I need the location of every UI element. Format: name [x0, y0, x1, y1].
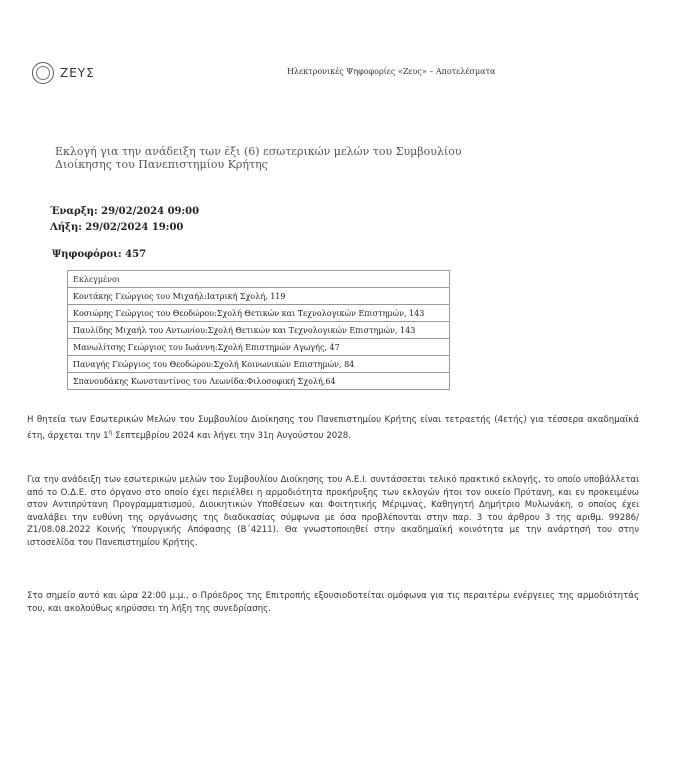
table-cell: Μανωλίτσης Γεώργιος του Ιωάννη:Σχολή Επιστημών Αγωγής, 47	[68, 339, 450, 356]
university-seal-icon	[32, 62, 54, 84]
table-cell: Κοσιώρης Γεώργιος του Θεοδώρου:Σχολή Θετικών και Τεχνολογικών Επιστημών, 143	[68, 305, 450, 322]
end-time: Λήξη: 29/02/2024 19:00	[50, 222, 184, 233]
table-cell: Παναγής Γεώργιος του Θεοδώρου:Σχολή Κοινωνικών Επιστημών, 84	[68, 356, 450, 373]
voters-count: Ψηφοφόροι: 457	[52, 249, 147, 260]
term-superscript: η	[108, 428, 113, 436]
table-header-row	[68, 271, 450, 288]
table-header-cell: Εκλεγμένοι	[68, 271, 450, 288]
closing-paragraph: Στο σημείο αυτό και ώρα 22:00 μ.μ., ο Πρόεδρος της Επιτροπής εξουσιοδοτείται ομόφωνα για τις περαιτέρω ενέργειες της αρμοδιότητάς του, και ακολούθως κηρύσσει τη λήξη της συνεδρίασης.	[27, 591, 639, 614]
election-title	[55, 145, 515, 171]
start-time: Έναρξη: 29/02/2024 09:00	[50, 206, 200, 217]
zeus-logo	[32, 62, 95, 84]
election-title-line1: Εκλογή για την ανάδειξη των έξι (6) εσωτερικών μελών του Συμβουλίου	[55, 145, 462, 158]
logo-text: ΖΕΥΣ	[60, 66, 95, 80]
term-text-end: Σεπτεμβρίου 2024 και λήγει την 31η Αυγούστου 2028.	[112, 430, 351, 441]
term-paragraph	[27, 414, 639, 442]
table-cell: Σπανουδάκης Κωνσταντίνος του Λεωνίδα:Φιλοσοφική Σχολή,64	[68, 373, 450, 390]
table-row	[68, 356, 450, 373]
table-row	[68, 305, 450, 322]
minutes-paragraph: Για την ανάδειξη των εσωτερικών μελών του Συμβουλίου Διοίκησης του Α.Ε.Ι. συντάσσεται τελικό πρακτικό εκλογής, το οποίο υποβάλλεται από το Ο.Δ.Ε. στο όργανο στο οποίο έχει περιέλθει η αρμοδιότητα προκήρυξης των εκλογών ήτοι τον οικείο Πρύτανη, και εν προκειμένω στον Αντιπρύτανη Προγραμματισμού, Διοικητικών Υποθέσεων και Φοιτητικής Μέριμνας, Καθηγητή Δημήτριο Μυλωνάκη, ο οποίος έχει αναλάβει την ευθύνη της οργάνωσης της διαδικασίας σύμφωνα με όσα προβλέπονται στην παρ. 3 του άρθρου 3 της αριθμ. 99286/Ζ1/08.08.2022 Κοινής Υπουργικής Απόφασης (Β΄4211). Θα γνωστοποιηθεί στην ακαδημαϊκή κοινότητα με την ανάρτησή του στην ιστοσελίδα του Πανεπιστημίου Κρήτης.	[27, 475, 639, 548]
election-title-line2: Διοίκησης του Πανεπιστημίου Κρήτης	[55, 158, 268, 171]
table-row	[68, 322, 450, 339]
header-title: Ηλεκτρονικές Ψηφοφορίες «Ζευς» – Αποτελέσματα	[287, 67, 496, 76]
table-row	[68, 339, 450, 356]
table-cell: Κοντάκης Γεώργιος του Μιχαήλ:Ιατρική Σχολή, 119	[68, 288, 450, 305]
table-cell: Παυλίδης Μιχαήλ του Αντωνίου:Σχολή Θετικών και Τεχνολογικών Επιστημών, 143	[68, 322, 450, 339]
table-row	[68, 288, 450, 305]
elected-table	[67, 270, 450, 390]
table-row	[68, 373, 450, 390]
term-text-start: Η θητεία των Εσωτερικών Μελών του Συμβουλίου Διοίκησης του Πανεπιστημίου Κρήτης είναι τετραετής (4ετής) για τέσσερα ακαδημαϊκά έτη, άρχεται την 1	[27, 415, 639, 441]
